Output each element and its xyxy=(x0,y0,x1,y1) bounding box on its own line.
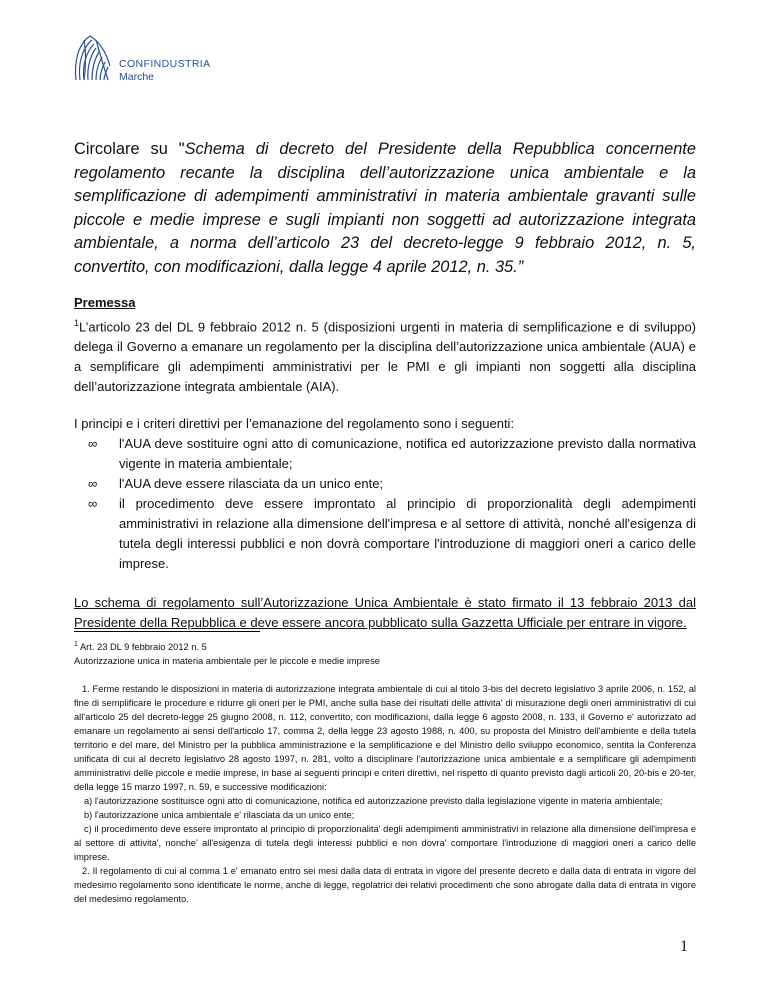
bullet-icon: ∞ xyxy=(88,436,98,452)
footnote-subtitle: Autorizzazione unica in materia ambientale per le piccole e medie imprese xyxy=(74,656,380,667)
list-item xyxy=(74,494,696,574)
bullet-icon: ∞ xyxy=(88,476,98,492)
list-item xyxy=(74,434,696,474)
page-number: 1 xyxy=(680,938,688,955)
logo-region-text: Marche xyxy=(119,71,155,83)
footnote-paragraph-2: 2. Il regolamento di cui al comma 1 e' emanato entro sei mesi dalla data di entrata in vigore del presente decreto e dalla data di entrata in vigore del medesimo regolamento sono identificate le norme, anche di legge, regolatrici dei relativi procedimenti che sono abrogate dalla data di entrata in vigore del medesimo regolamento. xyxy=(74,866,696,905)
criteria-text: l'AUA deve sostituire ogni atto di comunicazione, notifica ed autorizzazione previsto dalla normativa vigente in materia ambientale; xyxy=(119,436,696,472)
footnote-item-c: c) il procedimento deve essere improntato al principio di proporzionalita' degli adempimenti amministrativi in relazione alla dimensione dell'impresa e al settore di attivita', nonche' all'esigenza di tutela degli interessi pubblici e non dovra' comportare l'introduzione di maggiori oneri a carico delle imprese. xyxy=(74,824,696,863)
premessa-heading: Premessa xyxy=(74,295,136,310)
document-title xyxy=(74,138,696,279)
footnote-spacer xyxy=(74,668,696,682)
criteria-list xyxy=(74,434,696,574)
footnote-block xyxy=(74,638,696,906)
confindustria-logo xyxy=(66,32,211,92)
confindustria-emblem-icon xyxy=(66,32,116,84)
footnote-item-a: a) l'autorizzazione sostituisce ogni atto di comunicazione, notifica ed autorizzazione previsto dalla legislazione vigente in materia ambientale; xyxy=(84,796,663,807)
highlight-paragraph: Lo schema di regolamento sull’Autorizzazione Unica Ambientale è stato firmato il 13 febbraio 2013 dal Presidente della Repubblica e deve essere ancora pubblicato sulla Gazzetta Ufficiale per entrare in vigore. xyxy=(74,595,696,631)
footnote-item-b: b) l'autorizzazione unica ambientale e' rilasciata da un unico ente; xyxy=(84,810,355,821)
title-prefix: Circolare su " xyxy=(74,140,185,158)
footnote-paragraph-1: 1. Ferme restando le disposizioni in materia di autorizzazione integrata ambientale di cui al titolo 3-bis del decreto legislativo 3 aprile 2006, n. 152, al fine di semplificare le procedure e ridurre gli oneri per le PMI, anche sulla base dei risultati delle attivita' di misurazione degli oneri amministrativi di cui all'articolo 25 del decreto-legge 25 giugno 2008, n. 112, convertito, con modificazioni, dalla legge 6 agosto 2008, n. 133, il Governo e' autorizzato ad emanare un regolamento ai sensi dell'articolo 17, comma 2, della legge 23 agosto 1988, n. 400, su proposta del Ministro dell'ambiente e della tutela territorio e del mare, del Ministro per la pubblica amministrazione e la semplificazione e del Ministro dello sviluppo economico, sentita la Conferenza unificata di cui al decreto legislativo 28 agosto 1997, n. 281, volto a disciplinare l'autorizzazione unica ambientale e a semplificare gli adempimenti amministrativi delle piccole e medie imprese, in base ai seguenti principi e criteri direttivi, nel rispetto di quanto previsto dagli articoli 20, 20-bis e 20-ter, della legge 15 marzo 1997, n. 59, e successive modificazioni: xyxy=(74,684,696,793)
premessa-section xyxy=(74,293,696,633)
bullet-icon: ∞ xyxy=(88,496,98,512)
footnote-ref xyxy=(74,638,696,654)
logo-brand-text: CONFINDUSTRIA xyxy=(119,58,211,70)
list-item xyxy=(74,474,696,494)
premessa-intro-text: L’articolo 23 del DL 9 febbraio 2012 n. 5 (disposizioni urgenti in materia di semplificazione e di sviluppo) delega il Governo a emanare un regolamento per la disciplina dell’autorizzazione unica ambientale (AUA) e a semplificare gli adempimenti amministrativi per le PMI e gli impianti non soggetti alla disciplina dell’autorizzazione integrata ambientale (AIA). xyxy=(74,319,696,395)
premessa-intro xyxy=(74,313,696,397)
footnote-ref-marker: 1 xyxy=(74,641,78,648)
criteria-lead: I principi e i criteri direttivi per l’emanazione del regolamento sono i seguenti: xyxy=(74,416,515,432)
criteria-text: il procedimento deve essere improntato al principio di proporzionalità degli adempimenti amministrativi in relazione alla dimensione dell'impresa e al settore di attività, nonché all'esigenza di tutela degli interessi pubblici e non dovrà comportare l'introduzione di maggiori oneri a carico delle imprese. xyxy=(119,496,696,572)
title-italic: Schema di decreto del Presidente della Repubblica concernente regolamento recante la disciplina dell’autorizzazione unica ambientale e la semplificazione di adempimenti amministrativi in materia ambientale gravanti sulle piccole e medie imprese e sugli impianti non soggetti ad autorizzazione integrata ambientale, a norma dell’articolo 23 del decreto-legge 9 febbraio 2012, n. 5, convertito, con modificazioni, dalla legge 4 aprile 2012, n. 35.” xyxy=(74,140,696,276)
footnote-divider xyxy=(74,631,260,632)
footnote-ref-text: Art. 23 DL 9 febbraio 2012 n. 5 xyxy=(79,642,207,653)
footnote-marker: 1 xyxy=(74,318,80,328)
criteria-text: l'AUA deve essere rilasciata da un unico ente; xyxy=(119,476,384,492)
